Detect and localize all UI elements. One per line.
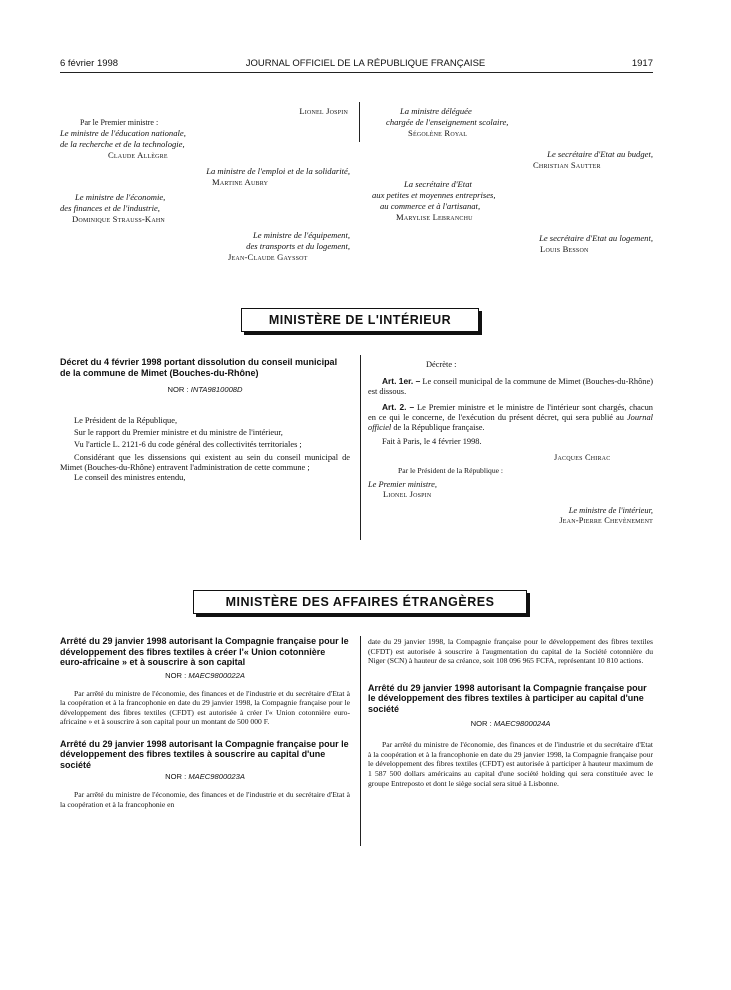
budget-title: Le secrétaire d'Etat au budget, (547, 149, 653, 159)
arrete-3-nor-value: MAEC9800024A (493, 719, 551, 729)
decret-para-conseil: Le conseil des ministres entendu, (74, 473, 186, 483)
arretes-right-column (368, 637, 653, 788)
decret-nor (60, 385, 350, 394)
education-title-2: de la recherche et de la technologie, (60, 139, 185, 149)
article-2 (368, 402, 653, 434)
arrete-3-nor-label: NOR : (470, 719, 492, 729)
decrete-label: Décrète : (426, 360, 457, 369)
decret-left-column (60, 357, 350, 483)
fait-a-paris: Fait à Paris, le 4 février 1998. (382, 437, 482, 447)
decret-para-president: Le Président de la République, (74, 416, 178, 425)
arrete-3-nor (368, 719, 653, 728)
arrete-3-text: Par arrêté du ministre de l'économie, des finances et de l'industrie et du secrétaire d'Etat à la coopération et à la francophonie en date du 29 janvier 1998, la Compagnie française pour le développement des fibres textiles (CFDT) est autorisée à participer à hauteur maximum de 1 587 500 dollars américains au capital d'une société holding qui sera constituée avec le groupe Entreposto et dont le siège social sera situé à Lisbonne. (368, 740, 653, 788)
pme-title-1: La secrétaire d'Etat (404, 179, 472, 189)
education-title-1: Le ministre de l'éducation nationale, (60, 128, 186, 138)
arrete-2-nor-label: NOR : (165, 772, 187, 782)
article-1-label: Art. 1er. – (382, 376, 421, 387)
column-divider-interieur (360, 355, 361, 540)
signatures-right (368, 106, 653, 255)
decret-para-vu: Vu l'article L. 2121-6 du code général des collectivités territoriales ; (74, 440, 302, 450)
decret-para-rapport: Sur le rapport du Premier ministre et du ministre de l'intérieur, (74, 428, 283, 438)
signature-gayssot: Jean-Claude Gayssot (228, 252, 308, 262)
arrete-1-nor-label: NOR : (165, 670, 187, 680)
signature-jospin: Lionel Jospin (299, 106, 348, 116)
signatures-left (60, 106, 350, 263)
article-2-label: Art. 2. – (382, 401, 415, 412)
header-date: 6 février 1998 (60, 58, 119, 69)
arrete-2-text: Par arrêté du ministre de l'économie, des finances et de l'industrie et du secrétaire d'Etat à la coopération et à la francophonie en (60, 790, 350, 809)
pme-title-2: aux petites et moyennes entreprises, (372, 190, 496, 200)
signature-strauss-kahn: Dominique Strauss-Kahn (72, 214, 165, 224)
column-divider-top (359, 102, 360, 142)
section-heading-interieur: MINISTÈRE DE L'INTÉRIEUR (241, 308, 479, 332)
signature-sautter: Christian Sautter (533, 160, 601, 170)
signature-chevenement: Jean-Pierre Chevènement (559, 516, 653, 526)
arrete-1-title: Arrêté du 29 janvier 1998 autorisant la Compagnie française pour le développement des fibres textiles à créer l'« Union cotonnière euro-africaine » et à souscrire à son capital (60, 636, 349, 667)
signature-royal: Ségolène Royal (408, 128, 468, 138)
emploi-title: La ministre de l'emploi et de la solidarité, (206, 166, 350, 176)
article-1-text: Le conseil municipal de la commune de Mimet (Bouches-du-Rhône) est dissous. (368, 377, 653, 397)
economie-title-1: Le ministre de l'économie, (75, 192, 166, 202)
signature-chirac: Jacques Chirac (554, 453, 611, 463)
arrete-3-title: Arrêté du 29 janvier 1998 autorisant la Compagnie française pour le développement des fibres textiles à participer au capital d'une société (368, 682, 647, 714)
decret-nor-label: NOR : (167, 385, 189, 394)
logement-title: Le secrétaire d'Etat au logement, (539, 233, 653, 243)
deleguee-title-2: chargée de l'enseignement scolaire, (386, 117, 509, 127)
deleguee-title-1: La ministre déléguée (400, 106, 472, 116)
arretes-left-column (60, 636, 350, 810)
decret-nor-value: INTA9810008D (190, 385, 243, 394)
equipement-title-1: Le ministre de l'équipement, (253, 230, 350, 240)
decret-right-column (368, 360, 653, 527)
signature-aubry: Martine Aubry (212, 177, 269, 187)
article-2-text-a: Le Premier ministre et le ministre de l'intérieur sont chargés, chacun en ce qui le concerne, de l'exécution du présent décret, qui sera publié au (368, 402, 653, 422)
par-le-president: Par le Président de la République : (398, 465, 504, 475)
header-rule (60, 72, 653, 73)
column-divider-etrangeres (360, 636, 361, 846)
premier-ministre-title: Le Premier ministre, (368, 479, 437, 489)
article-1 (368, 376, 653, 397)
section-heading-etrangeres: MINISTÈRE DES AFFAIRES ÉTRANGÈRES (193, 590, 527, 614)
article-2-journal-officiel: Journal officiel (368, 412, 654, 433)
arrete-2-nor (60, 772, 350, 781)
decret-title: Décret du 4 février 1998 portant dissolution du conseil municipal de la commune de Mimet (Bouches-du-Rhône) (60, 357, 338, 378)
signature-jospin-decret: Lionel Jospin (383, 490, 432, 500)
equipement-title-2: des transports et du logement, (246, 241, 350, 251)
signature-allegre: Claude Allègre (108, 150, 168, 160)
signature-lebranchu: Marylise Lebranchu (396, 212, 473, 222)
pme-title-3: au commerce et à l'artisanat, (380, 201, 481, 211)
header-page-number: 1917 (631, 58, 653, 69)
par-premier-ministre: Par le Premier ministre : (80, 118, 159, 127)
arrete-1-text: Par arrêté du ministre de l'économie, des finances et de l'industrie et du secrétaire d'Etat à la coopération et à la francophonie en date du 29 janvier 1998, la Compagnie française pour le développement des fibres textiles (CFDT) est autorisée à créer l'« Union cotonnière euro-africaine » et à souscrire à son capital pour un montant de 500 000 F. (60, 688, 350, 727)
ministre-interieur-title: Le ministre de l'intérieur, (568, 506, 653, 516)
arrete-1-nor-value: MAEC9800022A (188, 670, 245, 680)
economie-title-2: des finances et de l'industrie, (60, 203, 160, 213)
arrete-2-title: Arrêté du 29 janvier 1998 autorisant la Compagnie française pour le développement des fibres textiles à souscrire au capital d'une société (60, 738, 349, 770)
header-journal-title: JOURNAL OFFICIEL DE LA RÉPUBLIQUE FRANÇAISE (245, 58, 486, 69)
decret-para-considerant: Considérant que les dissensions qui existent au sein du conseil municipal de Mimet (Bouches-du-Rhône) entravent l'administration de cette commune ; (60, 452, 350, 472)
arrete-2-continuation: date du 29 janvier 1998, la Compagnie française pour le développement des fibres textiles (CFDT) est autorisée à souscrire à l'augmentation du capital de la Société cotonnière du Niger (SCN) à hauteur de sa créance, soit 108 096 965 FCFA, représentant 10 810 actions. (368, 637, 653, 666)
article-2-text-b: de la République française. (393, 423, 485, 433)
arrete-2-nor-value: MAEC9800023A (188, 772, 245, 782)
arrete-1-nor (60, 671, 350, 680)
signature-besson: Louis Besson (540, 244, 589, 254)
